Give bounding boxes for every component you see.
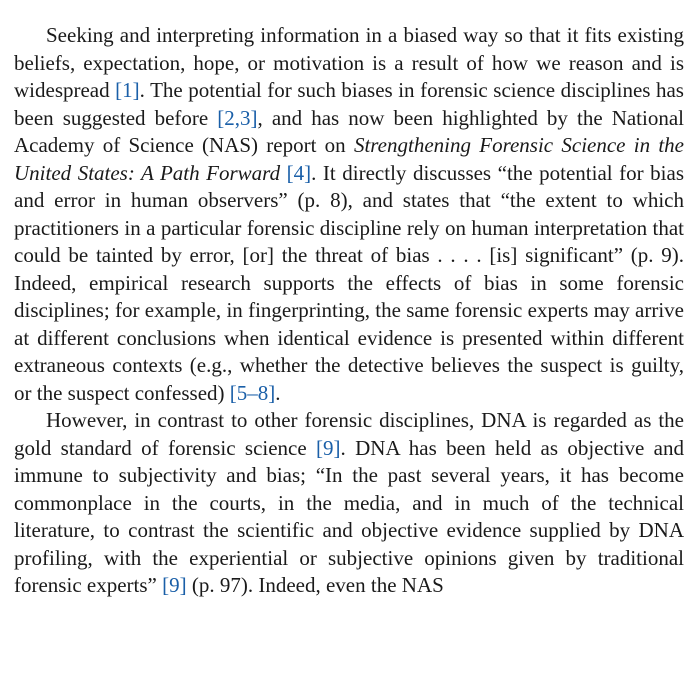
body-text: (p. 97). Indeed, even the NAS: [186, 573, 444, 597]
body-text: . It directly discusses “the potential for bias and error in human observers” (p. 8), and states that “the extent to which practitioners in a particular forensic discipline rely on human interpretation that could be tainted by error, [or] the threat of bias . . . . [is] significant” (p. 9). Indeed, empirical research supports the effects of bias in some forensic disciplines; for example, in fingerprinting, the same forensic experts may arrive at different conclusions when identical evidence is presented within different extraneous contexts (e.g., whether the detective believes the suspect is guilty, or the suspect confessed): [14, 160, 685, 405]
citation-link-4[interactable]: [4]: [286, 160, 312, 185]
citation-link-5-8[interactable]: [5–8]: [229, 380, 276, 405]
paragraph-dna-gold-standard: [14, 407, 684, 600]
body-text: . The potential for such biases in forensic science disciplines has been suggested before: [14, 78, 684, 130]
body-text: . DNA has been held as objective and immune to subjectivity and bias; “In the past several years, it has become commonplace in the courts, in the media, and in much of the technical literature, to contrast the scientific and objective evidence supplied by DNA profiling, with the experiential or subjective opinions given by traditional forensic experts”: [14, 435, 684, 597]
citation-link-2-3[interactable]: [2,3]: [217, 105, 258, 130]
paragraph-bias-background: [14, 22, 684, 407]
citation-link-9[interactable]: [9]: [162, 573, 187, 597]
article-body: [14, 22, 684, 600]
citation-link-9[interactable]: [9]: [316, 435, 341, 460]
body-text: , and has now been highlighted by the National Academy of Science (NAS) report on: [14, 105, 685, 157]
citation-link-1[interactable]: [1]: [115, 78, 140, 102]
body-text: However, in contrast to other forensic disciplines, DNA is regarded as the gold standard of forensic science: [14, 408, 684, 460]
body-text: Seeking and interpreting information in a biased way so that it fits existing beliefs, expectation, hope, or motivation is a result of how we reason and is widespread: [14, 23, 684, 102]
report-title: Strengthening Forensic Science in the United States: A Path Forward: [14, 133, 685, 185]
body-text: .: [275, 380, 281, 405]
